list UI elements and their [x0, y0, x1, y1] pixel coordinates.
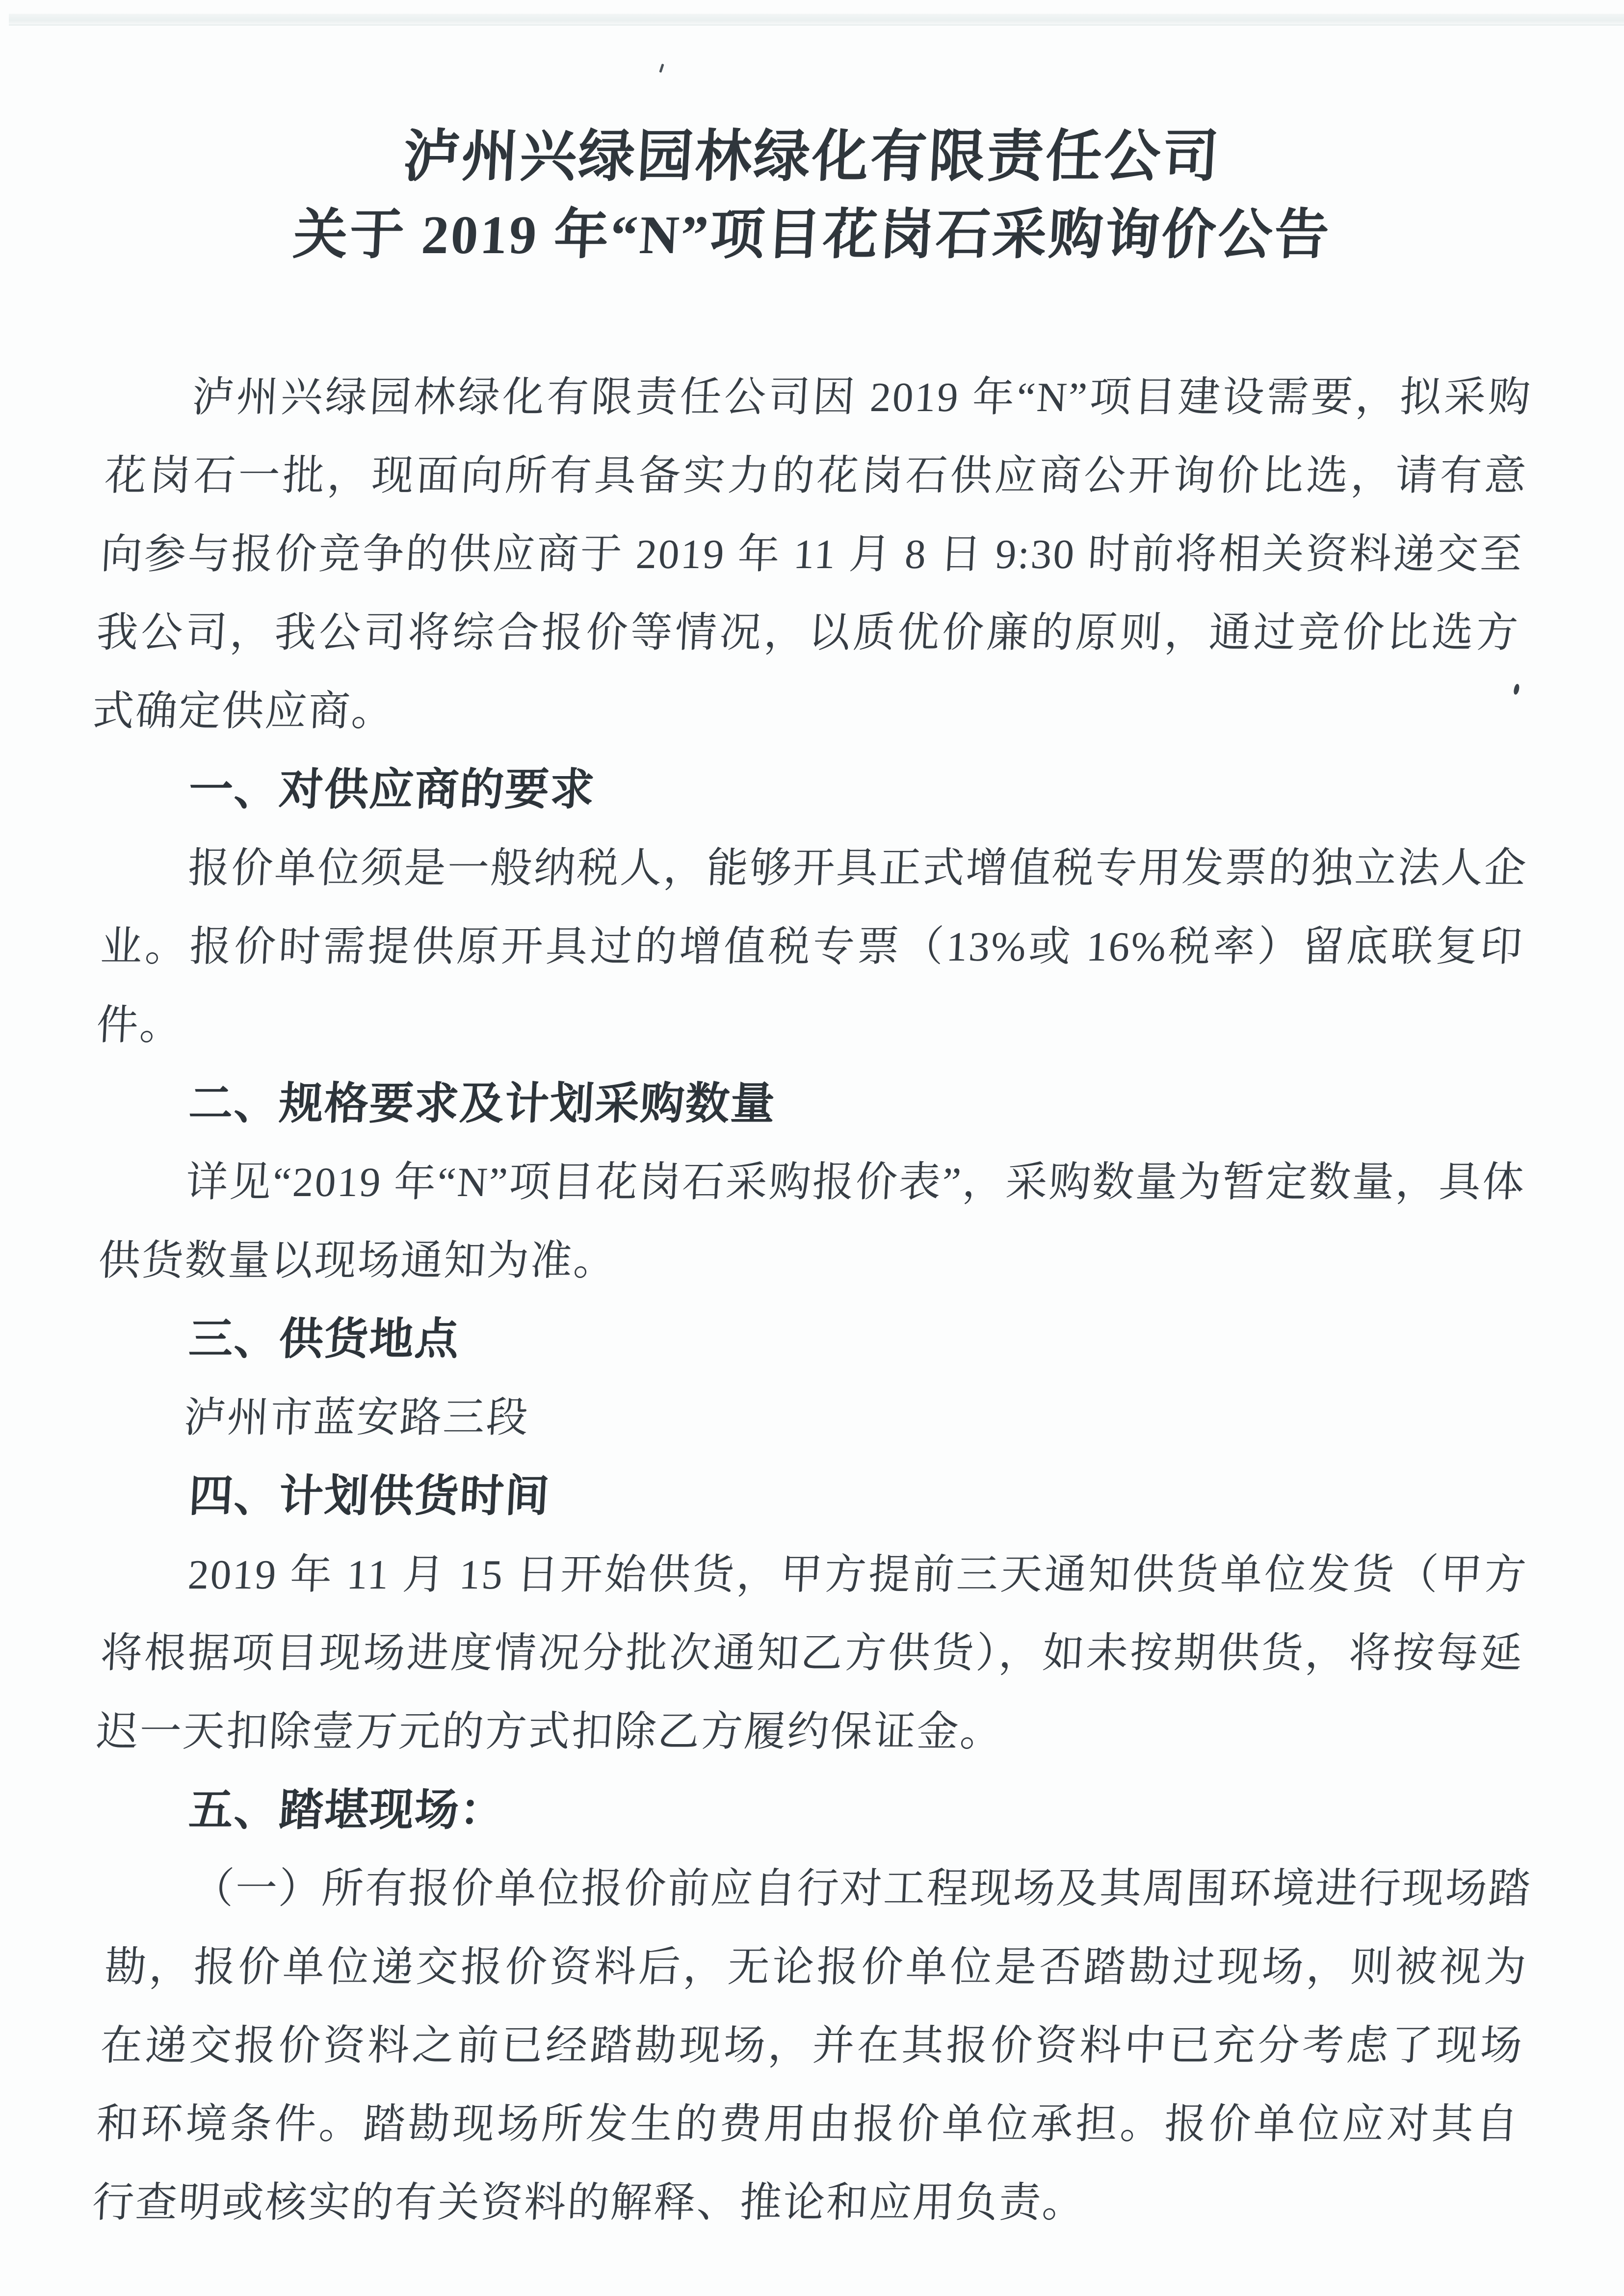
section-2-heading: 二、规格要求及计划采购数量	[187, 1079, 777, 1128]
section-supplier-requirements	[95, 751, 1529, 1065]
scan-speck-top	[659, 64, 664, 73]
document-title-line-2: 关于 2019 年“N”项目花岗石采购询价公告	[291, 205, 1333, 265]
section-5-heading: 五、踏堪现场：	[187, 1786, 506, 1835]
section-1-heading: 一、对供应商的要求	[187, 765, 597, 814]
section-4-heading: 四、计划供货时间	[187, 1472, 551, 1521]
section-1-body: 报价单位须是一般纳税人，能够开具正式增值税专用发票的独立法人企业。报价时需提供原开具过的增值税专票（13%或 16%税率）留底联复印件。	[95, 845, 1529, 1048]
section-4-body: 2019 年 11 月 15 日开始供货，甲方提前三天通知供货单位发货（甲方将根据项目现场进度情况分批次通知乙方供货），如未按期供货，将按每延迟一天扣除壹万元的方式扣除乙方履约保证金。	[95, 1552, 1529, 1755]
scanner-edge-artifact	[9, 14, 1624, 26]
section-delivery-location	[101, 1300, 1523, 1457]
section-delivery-schedule	[95, 1457, 1529, 1771]
section-3-heading: 三、供货地点	[187, 1315, 461, 1364]
document-title-line-1: 泸州兴绿园林绿化有限责任公司	[401, 126, 1223, 188]
section-site-survey	[91, 1771, 1533, 2242]
document-content	[91, 118, 1533, 2242]
section-5-body: （一）所有报价单位报价前应自行对工程现场及其周围环境进行现场踏勘，报价单位递交报价资料后，无论报价单位是否踏勘过现场，则被视为在递交报价资料之前已经踏勘现场，并在其报价资料中已充分考虑了现场和环境条件。踏勘现场所发生的费用由报价单位承担。报价单位应对其自行查明或核实的有关资料的解释、推论和应用负责。	[91, 1866, 1533, 2226]
section-2-body: 详见“2019 年“N”项目花岗石采购报价表”，采购数量为暂定数量，具体供货数量以现场通知为准。	[97, 1159, 1527, 1284]
intro-paragraph: 泸州兴绿园林绿化有限责任公司因 2019 年“N”项目建设需要，拟采购花岗石一批，现面向所有具备实力的花岗石供应商公开询价比选，请有意向参与报价竞争的供应商于 2019 年 11 月 8 日 9:30 时前将相关资料递交至我公司，我公司将综合报价等情况，以质优价廉的原则，通过竞价比选方式确定供应商。	[91, 374, 1533, 734]
section-spec-and-quantity	[97, 1065, 1527, 1300]
section-3-body: 泸州市蓝安路三段	[183, 1395, 531, 1441]
